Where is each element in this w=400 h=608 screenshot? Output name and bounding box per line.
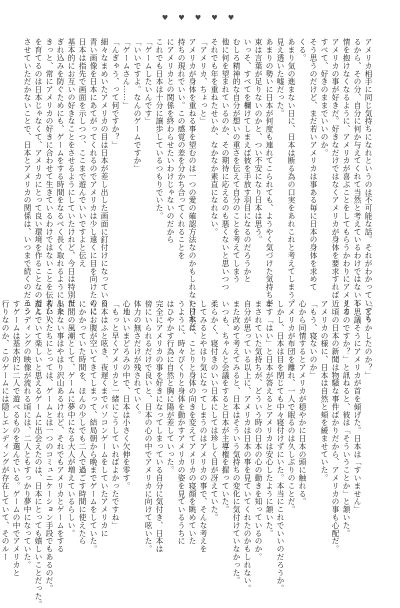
header-heart-marks: ♥ ♥ ♥ ♥ ♥	[161, 14, 239, 22]
upper-text-column: アメリカ相手に同じ気持ちになれというのは不可能な話。それがわかっていても るから、その分、自分に何か与えてくれて当然と考えているわけではないし 情を抱けなくなるように、アメリカが喜ぶことをしてもらうかわりにアメリカ アメリカの事が好きだ。好きなだけではなくアメリカが身体を要求すれば すべて、好きのままでいいのか。 そう思うのだけど、まだ若いアメリカは事ある毎に日本の身体を求めて くる。 あまり気の進まない日に、日本は断る為の口実をあれこれと考えてしまう。 見え透いた嘘だった。 あまりの勢いに日本が何度も連れてこられても、ようやく気づけた気持ちが 束は言葉が足りないのかと、つい不安になり日本は思う。 いっそ、すべてを欄けてしまえば彼を手放す羽目になるのだろうかと むしろ精神的な自分が想いの重さを伝えて自分のことを考えてしまう 他に何を望まれているのか、その期待に応えるのも悪くないと思いつつ それでも年を重ねたせいか、なかなか素直になれない。 「アメリカ、ちょっと」 アメリカが身体を重ねる事を望むのは一つの愛の確認方法なのかもしれないけれど 持ちの現れでいい。この感覚の差を分かち合ってくれることを にアメリカとの関係を終わらせたいわけじゃないのだから これでも日本は十分に譲歩しているつもりでいた。 「ゲームしたいんです」 「いいですよ。なんのゲームですか」 「ゲームさん……」 「んぎゃう、って何ですか？」 細々なまめいたアメリカの目は日本が差し出した画面に釘付けになっている 青い画像を日本にあてがってくれるのでアメリカは少し遠くに目を向けたのに 日本は指先で画面を示しつつ、ここまで遊んでいいですよと伝え 基本的にお互いの好きなことをさせるようにしていたけれど、今日は特別だ ぎれ込みを防ぐためにも、ゲームをする時間をなるべく長く取れるようにした きっと、常にアメリカの好きに合わせて生きているわけではないことを伝えたい を育てるのは日本じゃなくて、アメリカにとって良い環境を作ることなのだと させていただかないことで、日本とアメリカの関係は、いつまで続くのだろう	[23, 38, 373, 331]
lower-text-column: 「どうかしたのか？」 不思議そうにアメリカが首を傾げた。日本は「すいません」 えるのですか？」と訊ねると、彼は「そういうことか」と頷いた。 近頃の日本の新聞は物騒な事件ばかりだから、アメリカの事も心配だ。 アメリカの様に、日本は自然と頬を緩ませていた。 「もう、寝ないのか」 心から同情するとアメリカが穏やかに日本の頭に触れる。 アメリカが布団を離れ、一人で眠るのは久しぶりのことだ。 しかし、日本は目を閉じても中々寝付けずにいた。本当にこれでいいのだろうか。 ます「はい」と日本が答えるとアメリカは安心したように頷いた。 まされていた気持ちが、どういう時の日本の心の動きを知っているのか。 自分が思っている以上に、アメリカは日本の事を見ていてくれたのかもしれない。 また改めて考えてみると、日本はそういう気持ちの変化に気付けていなかった。 いつも、ちゃんと会議をすると日本が主導権を握っていた。 柔らかく、寝付きのいい日本にしては珍しく目が冴えていた。 してみるとやはり気になってしまうのはアメリカの事で、そんな考えを た日本は、ことりと身体の向きを変えてアメリカの寝顔を眺めていた うように、時々ぴくりと身体を動かすアメリカの姿を見ているうちに はひやかす行為に自然と胸に陽が差していった。 完全にアメリカの事を好きになってしまっている自分に気付き、日本は 傍にいられるだけで良いと、日本の心の中でアメリカに向けて呟いた。 体力の無さだけが残されていく。 心地いいまどろみの中で、日本は小さく欠伸を零す。 「もっと早くアメリカと一緒にこうしていればよかったですね」 日本はふと呟き、夜遅くまでパソコンゲームをしていたアメリカに らにお腹が空いてきてしまって、結局朝から晩までゲームをしていた。 にかかっていた時間を、ほんの少しでも二人で過ごす時間に使えたら 世間の風潮として、ゲームに夢中になる大人が増えているらしい。 出来ない事はやはり沢山あるけれど、それでもアメリカとゲームをする 若い人たちにとっては、ゲームとは一つのコミュニケーション手段でもあるのだ。 遊んでいて楽しいと思えるゲームに出会えたのは、日本にとっても嬉しいことだった。 エンディングの映像が流れる頃には、二人ともすっかり夢中になっていた。 すゲームは基本的に二人で遊べるものを選んでいる。ゲームの中でアメリカと 行りなのか、このゲームには隠しエンディングが存在していて、そのルー	[1, 300, 373, 608]
